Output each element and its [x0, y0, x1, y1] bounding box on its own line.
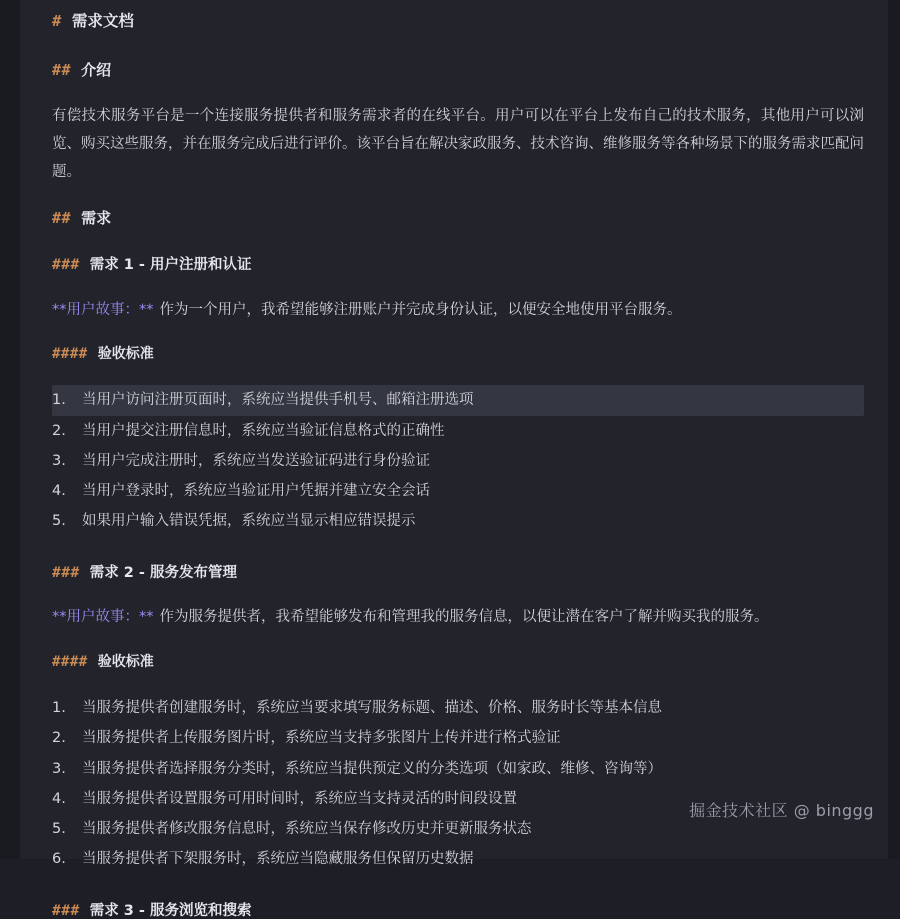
heading-requirement-2-text: 需求 2 - 服务发布管理	[89, 564, 237, 581]
requirement-1-heading	[36, 255, 888, 277]
story-stars-close-1: **	[139, 301, 154, 318]
intro-paragraph: 有偿技术服务平台是一个连接服务提供者和服务需求者的在线平台。用户可以在平台上发布自己的技术服务，其他用户可以浏览、购买这些服务，并在服务完成后进行评价。该平台旨在解决家政服务、技术咨询、维修服务等各种场景下的服务需求匹配问题。	[52, 107, 864, 181]
requirement-1-criteria-heading	[36, 344, 888, 365]
heading-marker-h2-requirements: ##	[52, 208, 72, 227]
document-title-block	[36, 10, 888, 33]
list-item[interactable]	[52, 476, 864, 506]
list-item-text: 当服务提供者修改服务信息时，系统应当保存修改历史并更新服务状态	[82, 821, 532, 838]
list-item-text: 当用户提交注册信息时，系统应当验证信息格式的正确性	[82, 422, 445, 439]
list-item-number: 5.	[52, 513, 66, 530]
heading-criteria-1-text: 验收标准	[97, 346, 154, 363]
heading-marker-h4-criteria2: ####	[52, 653, 88, 670]
heading-marker-h2-intro: ##	[52, 61, 72, 80]
heading-requirements	[52, 207, 864, 230]
heading-requirement-1	[52, 255, 864, 277]
heading-criteria-2	[52, 652, 864, 673]
intro-paragraph-block	[36, 102, 888, 187]
list-item-text: 当服务提供者下架服务时，系统应当隐藏服务但保留历史数据	[82, 851, 474, 868]
heading-requirement-2	[52, 563, 864, 585]
criteria-list-1	[36, 385, 888, 536]
list-item-text: 当用户登录时，系统应当验证用户凭据并建立安全会话	[82, 483, 430, 500]
story-label-2: 用户故事：	[66, 609, 139, 626]
story-stars-open-1: **	[52, 301, 67, 318]
list-item-number: 1.	[52, 392, 66, 409]
list-item-number: 5.	[52, 821, 66, 838]
heading-requirements-text: 需求	[81, 208, 112, 227]
left-gutter	[0, 0, 20, 859]
heading-criteria-2-text: 验收标准	[97, 653, 154, 670]
list-item-text: 如果用户输入错误凭据，系统应当显示相应错误提示	[82, 513, 416, 530]
story-body-1: 作为一个用户，我希望能够注册账户并完成身份认证，以便安全地使用平台服务。	[159, 301, 682, 318]
heading-requirement-3	[52, 901, 864, 919]
heading-marker-h3-req1: ###	[52, 257, 80, 274]
heading-marker-h3-req3: ###	[52, 902, 80, 919]
user-story-1	[52, 297, 864, 325]
list-item-number: 6.	[52, 851, 66, 868]
story-label-1: 用户故事：	[66, 301, 139, 318]
requirement-2-user-story	[36, 604, 888, 632]
list-item[interactable]	[52, 506, 864, 536]
user-story-2	[52, 604, 864, 632]
list-item-number: 3.	[52, 452, 66, 469]
requirement-3-heading-partial	[36, 901, 888, 919]
story-stars-close-2: **	[139, 609, 154, 626]
story-body-2: 作为服务提供者，我希望能够发布和管理我的服务信息，以便让潜在客户了解并购买我的服务。	[159, 609, 769, 626]
list-item[interactable]	[52, 754, 864, 784]
list-item[interactable]	[52, 723, 864, 753]
list-item[interactable]	[52, 416, 864, 446]
heading-requirement-1-text: 需求 1 - 用户注册和认证	[89, 257, 252, 274]
list-item-number: 4.	[52, 790, 66, 807]
heading-marker-h3-req2: ###	[52, 564, 80, 581]
right-scrollbar-track[interactable]	[888, 0, 900, 859]
heading-criteria-1	[52, 344, 864, 365]
page-title	[52, 10, 864, 33]
requirement-2-criteria-heading	[36, 652, 888, 673]
list-item-number: 2.	[52, 422, 66, 439]
heading-requirement-3-text: 需求 3 - 服务浏览和搜索	[89, 902, 252, 919]
list-item-number: 2.	[52, 730, 66, 747]
section-intro-heading	[36, 59, 888, 82]
list-item-number: 1.	[52, 699, 66, 716]
list-item-text: 当服务提供者上传服务图片时，系统应当支持多张图片上传并进行格式验证	[82, 730, 561, 747]
list-item[interactable]	[52, 385, 864, 415]
list-item[interactable]	[52, 446, 864, 476]
heading-intro-text: 介绍	[81, 61, 112, 80]
story-stars-open-2: **	[52, 609, 67, 626]
section-requirements-heading	[36, 207, 888, 230]
page-title-text: 需求文档	[71, 12, 134, 30]
list-item[interactable]	[52, 844, 864, 874]
requirement-2-heading	[36, 563, 888, 585]
list-item-text: 当用户完成注册时，系统应当发送验证码进行身份验证	[82, 452, 430, 469]
list-item-text: 当服务提供者设置服务可用时间时，系统应当支持灵活的时间段设置	[82, 790, 517, 807]
list-item-number: 3.	[52, 760, 66, 777]
heading-marker-h4-criteria1: ####	[52, 346, 88, 363]
list-item-text: 当服务提供者选择服务分类时，系统应当提供预定义的分类选项（如家政、维修、咨询等）	[82, 760, 662, 777]
requirement-1-user-story	[36, 297, 888, 325]
watermark: 掘金技术社区 @ binggg	[689, 801, 874, 820]
list-item-number: 4.	[52, 483, 66, 500]
list-item[interactable]	[52, 693, 864, 723]
list-item-text: 当服务提供者创建服务时，系统应当要求填写服务标题、描述、价格、服务时长等基本信息	[82, 699, 662, 716]
criteria-list-2	[36, 693, 888, 875]
heading-marker-h1: #	[52, 12, 62, 30]
heading-intro	[52, 59, 864, 82]
markdown-document	[20, 0, 888, 919]
list-item-text: 当用户访问注册页面时，系统应当提供手机号、邮箱注册选项	[82, 392, 474, 409]
